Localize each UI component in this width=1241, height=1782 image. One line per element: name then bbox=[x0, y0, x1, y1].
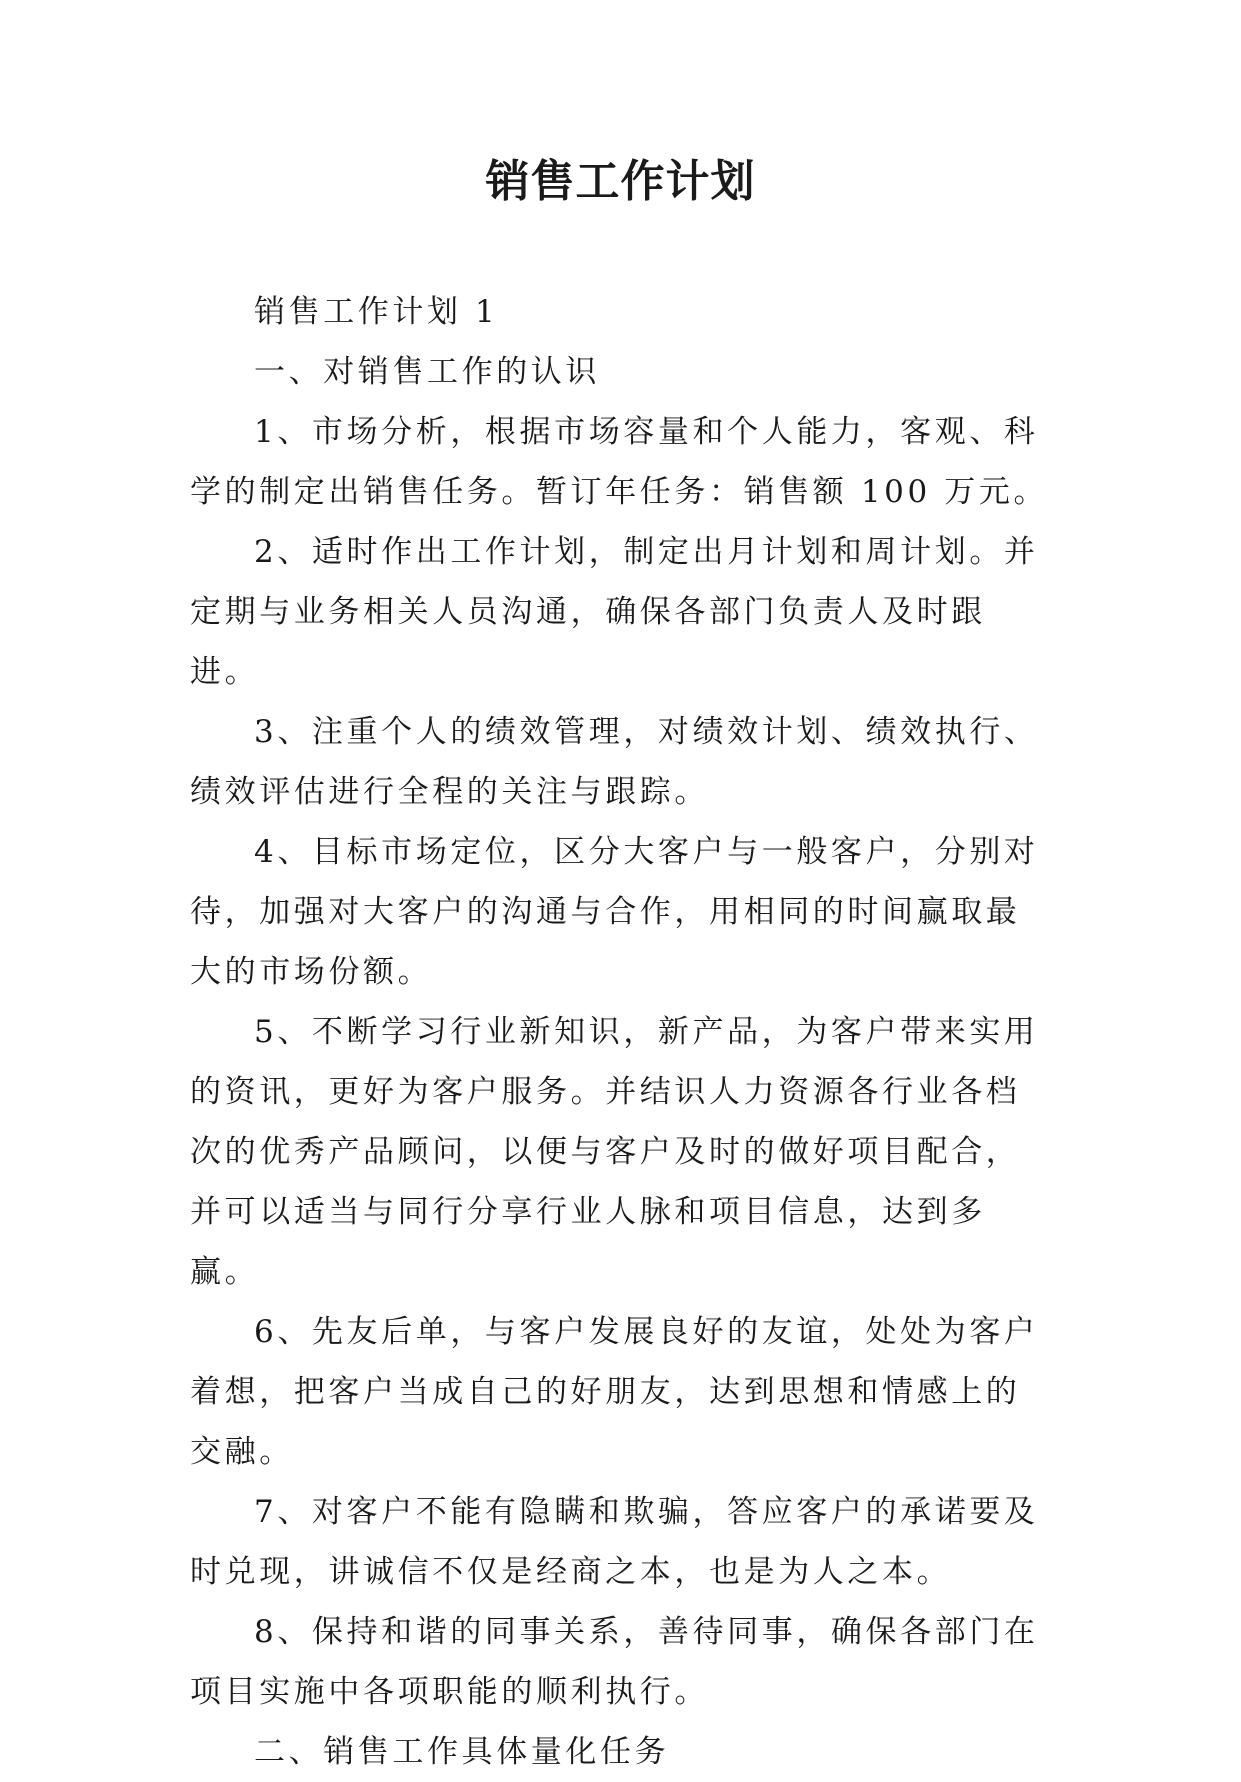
document-body bbox=[190, 282, 1050, 1782]
paragraph-section-two: 二、销售工作具体量化任务 bbox=[254, 1734, 670, 1770]
paragraph-section-one: 一、对销售工作的认识 bbox=[254, 354, 600, 390]
paragraph-item-5: 5、不断学习行业新知识，新产品，为客户带来实用的资讯，更好为客户服务。并结识人力资源各行业各档次的优秀产品顾问，以便与客户及时的做好项目配合，并可以适当与同行分享行业人脉和项目信息，达到多赢。 bbox=[190, 1014, 1039, 1290]
paragraph-heading-plan-1: 销售工作计划 1 bbox=[254, 294, 499, 330]
paragraph-item-6: 6、先友后单，与客户发展良好的友谊，处处为客户着想，把客户当成自己的好朋友，达到思想和情感上的交融。 bbox=[190, 1314, 1039, 1470]
paragraph-item-2: 2、适时作出工作计划，制定出月计划和周计划。并定期与业务相关人员沟通，确保各部门负责人及时跟进。 bbox=[190, 534, 1039, 690]
paragraph-item-3: 3、注重个人的绩效管理，对绩效计划、绩效执行、绩效评估进行全程的关注与跟踪。 bbox=[190, 714, 1039, 810]
document-title: 销售工作计划 bbox=[485, 156, 756, 207]
paragraph-item-4: 4、目标市场定位，区分大客户与一般客户，分别对待，加强对大客户的沟通与合作，用相同的时间赢取最大的市场份额。 bbox=[190, 834, 1039, 990]
paragraph-item-1: 1、市场分析，根据市场容量和个人能力，客观、科学的制定出销售任务。暂订年任务：销售额 100 万元。 bbox=[190, 414, 1049, 510]
paragraph-item-7: 7、对客户不能有隐瞒和欺骗，答应客户的承诺要及时兑现，讲诚信不仅是经商之本，也是为人之本。 bbox=[190, 1494, 1039, 1590]
paragraph-item-8: 8、保持和谐的同事关系，善待同事，确保各部门在项目实施中各项职能的顺利执行。 bbox=[190, 1614, 1039, 1710]
